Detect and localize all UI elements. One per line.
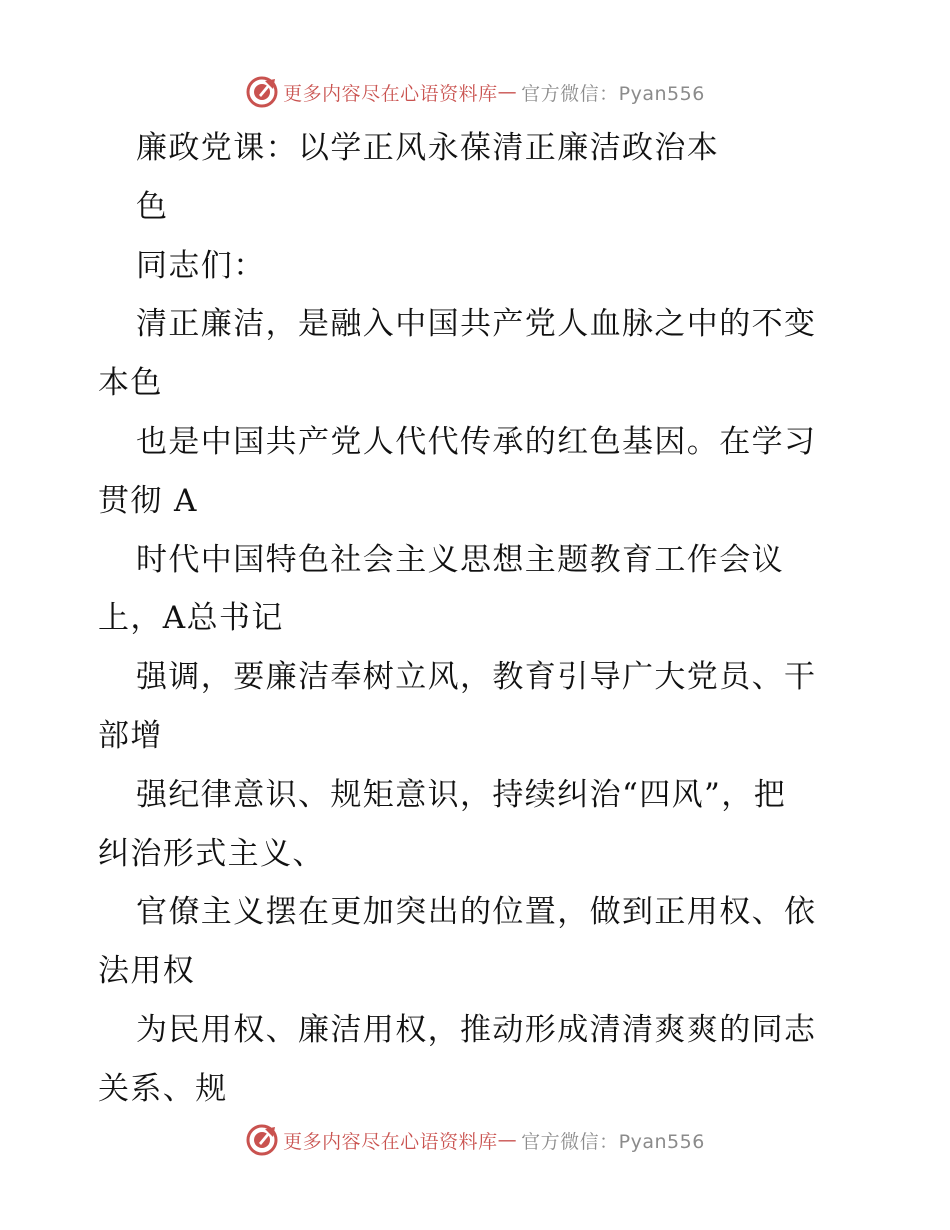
doc-title-line-1: 廉政党课：以学正风永葆清正廉洁政治本 [136, 130, 720, 166]
paragraph-line: 强调，要廉洁奉树立风，教育引导广大党员、干 [136, 659, 817, 696]
paragraph-line: 强纪律意识、规矩意识，持续纠治“四风”，把 [136, 776, 787, 813]
document-body [98, 124, 858, 1124]
paragraph-line: 清正廉洁，是融入中国共产党人血脉之中的不变 [136, 306, 817, 343]
paragraph-line: 关系、规 [98, 1070, 228, 1107]
pen-nib-logo-icon [245, 75, 279, 109]
footer-watermark [0, 1120, 950, 1160]
paragraph-line: 部增 [98, 717, 163, 754]
paragraph-line: 纠治形式主义、 [98, 835, 325, 872]
paragraph-line: 为民用权、廉洁用权，推动形成清清爽爽的同志 [136, 1011, 817, 1048]
doc-title-line-2: 色 [136, 188, 169, 225]
paragraph-line: 也是中国共产党人代代传承的红色基因。在学习 [136, 423, 817, 460]
watermark-text: 更多内容尽在心语资料库 [283, 1130, 498, 1153]
watermark-separator: — [497, 1129, 518, 1151]
watermark-separator: — [497, 81, 518, 103]
paragraph-line: 贯彻 A [98, 482, 198, 519]
paragraph-line: 本色 [98, 365, 163, 402]
watermark-contact: 官方微信：Pyan556 [521, 82, 705, 105]
paragraph-line: 官僚主义摆在更加突出的位置，做到正用权、依 [136, 894, 817, 931]
salutation-line: 同志们： [136, 247, 266, 284]
watermark-text: 更多内容尽在心语资料库 [283, 82, 498, 105]
paragraph-line: 时代中国特色社会主义思想主题教育工作会议 [136, 541, 784, 578]
pen-nib-logo-icon [245, 1123, 279, 1157]
paragraph-line: 上，A总书记 [98, 600, 284, 637]
header-watermark [0, 72, 950, 112]
paragraph-line: 法用权 [98, 953, 196, 990]
watermark-contact: 官方微信：Pyan556 [521, 1130, 705, 1153]
